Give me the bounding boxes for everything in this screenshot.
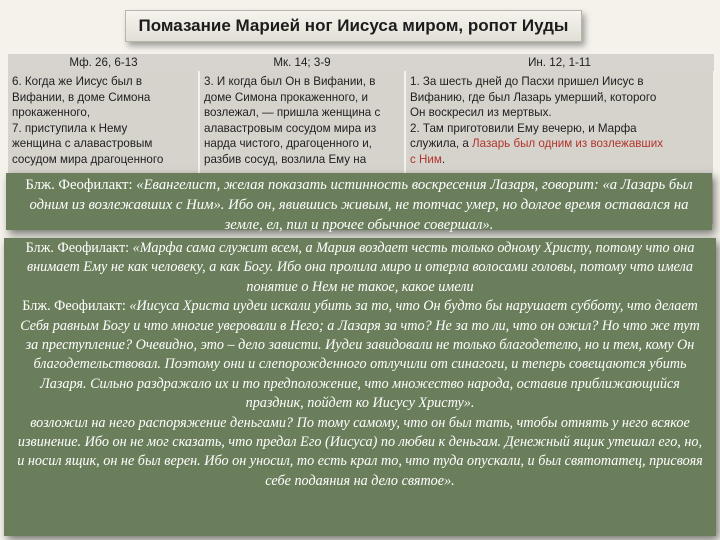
- text-line: алавастровым сосудом мира из: [204, 121, 377, 135]
- text-line: 1. За шесть дней до Пасхи пришел Иисус в: [410, 75, 644, 88]
- column-header-matthew: Мф. 26, 6-13: [8, 54, 199, 71]
- slide-title: Помазание Марией ног Иисуса миром, ропот Иуды: [125, 10, 582, 42]
- text-line: женщина с алавастровым: [12, 137, 153, 150]
- quote-text: «Иисуса Христа иудеи искали убить за то, что Он будто бы нарушает субботу, что делает Себя равным Богу и что многие уверовали в Него; а Лазаря за что? Не за то ли, что он ожил? Но что же тут за преступление? Очевидно, это – дело зависти. Иудеи завидовали не только благодетелю, но и тем, кому Он благодетельствовал. Поэтому они и слепорожденного отлучили от синагоги, и теперь совещаются убить Лазаря. Сильно раздражало их и то предположение, что множество народа, оставив приближающийся праздник, пойдет ко Иисусу Христу».: [20, 298, 700, 412]
- text-line: прокаженного,: [12, 106, 91, 119]
- text-line: разбив сосуд, возлила Ему на: [204, 152, 367, 166]
- text-line: 3. И когда был Он в Вифании, в: [204, 75, 376, 88]
- commentary-box-judas: [4, 238, 716, 536]
- highlighted-text: с Ним: [410, 152, 442, 166]
- text-line: сосудом мира драгоценного: [12, 152, 164, 166]
- commentary-paragraph: [16, 297, 704, 413]
- text-line: [410, 152, 709, 168]
- column-header-mark: Мк. 14; 3-9: [199, 54, 405, 71]
- highlighted-text: Лазарь был одним из возлежавших: [472, 137, 663, 150]
- text-line: Вифании, в доме Симона: [12, 90, 151, 104]
- text-line: 2. Там приготовили Ему вечерю, и Марфа: [410, 121, 637, 135]
- quote-author: Блж. Феофилакт:: [22, 298, 126, 315]
- text-line: Он воскресил из мертвых.: [410, 106, 552, 119]
- text-line: 7. приступила к Нему: [12, 121, 128, 135]
- commentary-box-resurrection: [6, 173, 712, 233]
- plain-text: служила, а: [410, 137, 473, 150]
- text-line: Вифанию, где был Лазарь умерший, которого: [410, 90, 657, 104]
- text-line: 6. Когда же Иисус был в: [12, 75, 143, 88]
- quote-author: Блж. Феофилакт:: [25, 240, 130, 256]
- quote-text: «Евангелист, желая показать истинность воскресения Лазаря, говорит: «а Лазарь был одним из возлежавших с Ним». Ибо он, явившись живым, не тотчас умер, но долгое время оставался на земле, ел, пил и прочее обычное совершал».: [29, 177, 693, 233]
- text-line: доме Симона прокаженного, и: [204, 90, 368, 104]
- text-line: возлежал, — пришла женщина с: [204, 106, 381, 119]
- text-line: нарда чистого, драгоценного и,: [204, 137, 372, 150]
- commentary-paragraph: [16, 239, 704, 297]
- quote-author: Блж. Феофилакт:: [25, 177, 133, 193]
- text-line: [410, 136, 709, 152]
- quote-text: «Марфа сама служит всем, а Мария воздает честь только одному Христу, потому что она внимает Ему не как человеку, а как Богу. Ибо она пролила миро и отерла волосами головы, потому что имела понятие о Нем не такое, какое имели: [26, 240, 695, 295]
- plain-text: .: [441, 152, 446, 166]
- column-header-john: Ин. 12, 1-11: [405, 54, 714, 71]
- commentary-paragraph: возложил на него распоряжение деньгами? По тому самому, что он был тать, чтобы отнять у него всякое извинение. Ибо он не мог сказать, что предал Его (Иисуса) по любви к деньгам. Денежный ящик утешал его, но, и носил ящик, он не был верен. Ибо он уносил, то есть крал то, что туда опускали, и был святотатец, присвояя себе подаяния на дело святое».: [17, 414, 703, 489]
